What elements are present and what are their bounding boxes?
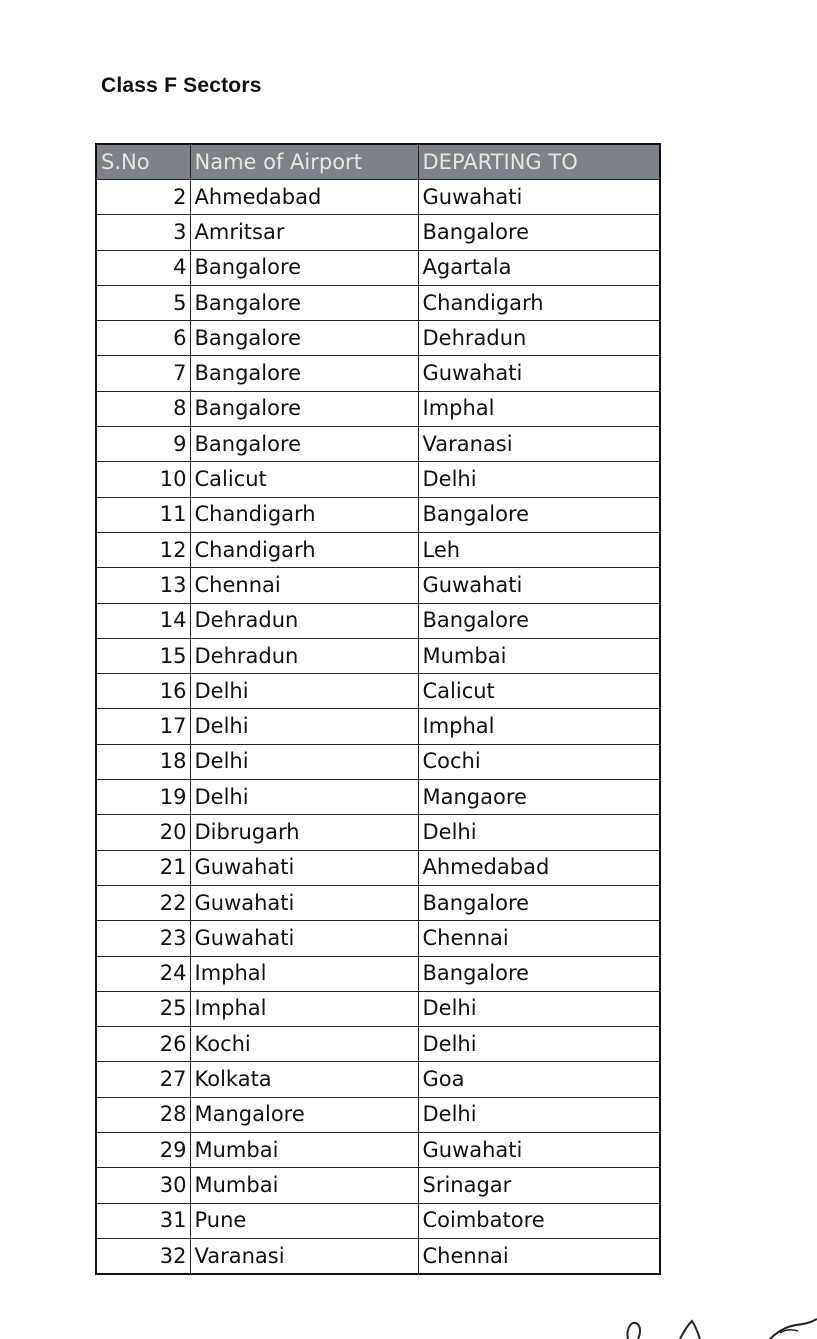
table-row <box>96 603 660 638</box>
table-row <box>96 638 660 673</box>
cell-sno: 28 <box>96 1097 190 1132</box>
table-row <box>96 427 660 462</box>
cell-airport-name: Dehradun <box>190 603 418 638</box>
cell-airport-name: Guwahati <box>190 921 418 956</box>
cell-airport-name: Imphal <box>190 956 418 991</box>
cell-departing-to: Imphal <box>418 391 660 426</box>
cell-airport-name: Mumbai <box>190 1168 418 1203</box>
table-row <box>96 462 660 497</box>
table-row <box>96 1168 660 1203</box>
cell-airport-name: Amritsar <box>190 215 418 250</box>
cell-airport-name: Delhi <box>190 780 418 815</box>
cell-sno: 25 <box>96 991 190 1026</box>
table-row <box>96 285 660 320</box>
cell-airport-name: Delhi <box>190 709 418 744</box>
table-row <box>96 391 660 426</box>
table-row <box>96 532 660 567</box>
cell-departing-to: Delhi <box>418 991 660 1026</box>
table-row <box>96 815 660 850</box>
cell-departing-to: Delhi <box>418 1027 660 1062</box>
cell-sno: 24 <box>96 956 190 991</box>
header-departing-to: DEPARTING TO <box>418 144 660 180</box>
cell-airport-name: Varanasi <box>190 1238 418 1274</box>
header-sno: S.No <box>96 144 190 180</box>
cell-airport-name: Calicut <box>190 462 418 497</box>
cell-airport-name: Bangalore <box>190 427 418 462</box>
cell-airport-name: Bangalore <box>190 321 418 356</box>
cell-departing-to: Bangalore <box>418 956 660 991</box>
cell-sno: 18 <box>96 744 190 779</box>
cell-sno: 27 <box>96 1062 190 1097</box>
cell-sno: 10 <box>96 462 190 497</box>
cell-departing-to: Bangalore <box>418 215 660 250</box>
table-row <box>96 321 660 356</box>
cell-sno: 16 <box>96 674 190 709</box>
table-row <box>96 356 660 391</box>
cell-sno: 4 <box>96 250 190 285</box>
cell-sno: 8 <box>96 391 190 426</box>
page-title: Class F Sectors <box>101 74 262 97</box>
cell-departing-to: Guwahati <box>418 1133 660 1168</box>
cell-departing-to: Bangalore <box>418 885 660 920</box>
cell-departing-to: Delhi <box>418 462 660 497</box>
cell-sno: 20 <box>96 815 190 850</box>
table-row <box>96 180 660 215</box>
cell-departing-to: Chennai <box>418 921 660 956</box>
cell-sno: 14 <box>96 603 190 638</box>
cell-departing-to: Srinagar <box>418 1168 660 1203</box>
sectors-table <box>95 143 661 1275</box>
cell-departing-to: Dehradun <box>418 321 660 356</box>
cell-sno: 5 <box>96 285 190 320</box>
cell-sno: 15 <box>96 638 190 673</box>
cell-airport-name: Ahmedabad <box>190 180 418 215</box>
cell-sno: 29 <box>96 1133 190 1168</box>
table-row <box>96 497 660 532</box>
cell-departing-to: Goa <box>418 1062 660 1097</box>
cell-departing-to: Delhi <box>418 815 660 850</box>
cell-sno: 21 <box>96 850 190 885</box>
cell-sno: 22 <box>96 885 190 920</box>
cell-departing-to: Leh <box>418 532 660 567</box>
cell-airport-name: Delhi <box>190 744 418 779</box>
cell-sno: 11 <box>96 497 190 532</box>
cell-sno: 23 <box>96 921 190 956</box>
cell-departing-to: Cochi <box>418 744 660 779</box>
header-airport-name: Name of Airport <box>190 144 418 180</box>
table-row <box>96 1203 660 1238</box>
cell-departing-to: Mangaore <box>418 780 660 815</box>
cell-airport-name: Bangalore <box>190 356 418 391</box>
table-row <box>96 1238 660 1274</box>
cell-departing-to: Coimbatore <box>418 1203 660 1238</box>
cell-airport-name: Pune <box>190 1203 418 1238</box>
table-row <box>96 568 660 603</box>
cell-sno: 30 <box>96 1168 190 1203</box>
cell-sno: 19 <box>96 780 190 815</box>
cell-sno: 6 <box>96 321 190 356</box>
cell-airport-name: Chandigarh <box>190 497 418 532</box>
cell-sno: 2 <box>96 180 190 215</box>
cell-airport-name: Dehradun <box>190 638 418 673</box>
cell-departing-to: Ahmedabad <box>418 850 660 885</box>
cell-departing-to: Bangalore <box>418 497 660 532</box>
cell-departing-to: Mumbai <box>418 638 660 673</box>
table-body <box>96 180 660 1275</box>
table-row <box>96 709 660 744</box>
cell-airport-name: Mangalore <box>190 1097 418 1132</box>
cell-departing-to: Chandigarh <box>418 285 660 320</box>
cell-departing-to: Calicut <box>418 674 660 709</box>
cell-sno: 13 <box>96 568 190 603</box>
cell-airport-name: Guwahati <box>190 885 418 920</box>
cell-airport-name: Imphal <box>190 991 418 1026</box>
cell-airport-name: Delhi <box>190 674 418 709</box>
cell-airport-name: Dibrugarh <box>190 815 418 850</box>
table-row <box>96 1133 660 1168</box>
cell-airport-name: Chennai <box>190 568 418 603</box>
cell-airport-name: Mumbai <box>190 1133 418 1168</box>
cell-sno: 9 <box>96 427 190 462</box>
table-row <box>96 250 660 285</box>
cell-airport-name: Bangalore <box>190 250 418 285</box>
cell-sno: 32 <box>96 1238 190 1274</box>
cell-departing-to: Guwahati <box>418 356 660 391</box>
table-row <box>96 1062 660 1097</box>
table-row <box>96 850 660 885</box>
table-row <box>96 215 660 250</box>
cell-sno: 26 <box>96 1027 190 1062</box>
table-row <box>96 674 660 709</box>
table-row <box>96 780 660 815</box>
cell-sno: 7 <box>96 356 190 391</box>
cell-departing-to: Delhi <box>418 1097 660 1132</box>
cell-airport-name: Bangalore <box>190 285 418 320</box>
table-row <box>96 885 660 920</box>
cell-sno: 12 <box>96 532 190 567</box>
table-row <box>96 1097 660 1132</box>
table-row <box>96 921 660 956</box>
cell-airport-name: Bangalore <box>190 391 418 426</box>
cell-sno: 3 <box>96 215 190 250</box>
cell-departing-to: Chennai <box>418 1238 660 1274</box>
cell-departing-to: Agartala <box>418 250 660 285</box>
handwritten-signature <box>620 1305 817 1339</box>
cell-airport-name: Kolkata <box>190 1062 418 1097</box>
cell-airport-name: Guwahati <box>190 850 418 885</box>
table-row <box>96 956 660 991</box>
cell-departing-to: Imphal <box>418 709 660 744</box>
cell-departing-to: Bangalore <box>418 603 660 638</box>
table-row <box>96 744 660 779</box>
table-header-row <box>96 144 660 180</box>
cell-departing-to: Varanasi <box>418 427 660 462</box>
table-row <box>96 991 660 1026</box>
cell-departing-to: Guwahati <box>418 180 660 215</box>
table-row <box>96 1027 660 1062</box>
cell-airport-name: Chandigarh <box>190 532 418 567</box>
cell-sno: 17 <box>96 709 190 744</box>
cell-airport-name: Kochi <box>190 1027 418 1062</box>
cell-departing-to: Guwahati <box>418 568 660 603</box>
cell-sno: 31 <box>96 1203 190 1238</box>
